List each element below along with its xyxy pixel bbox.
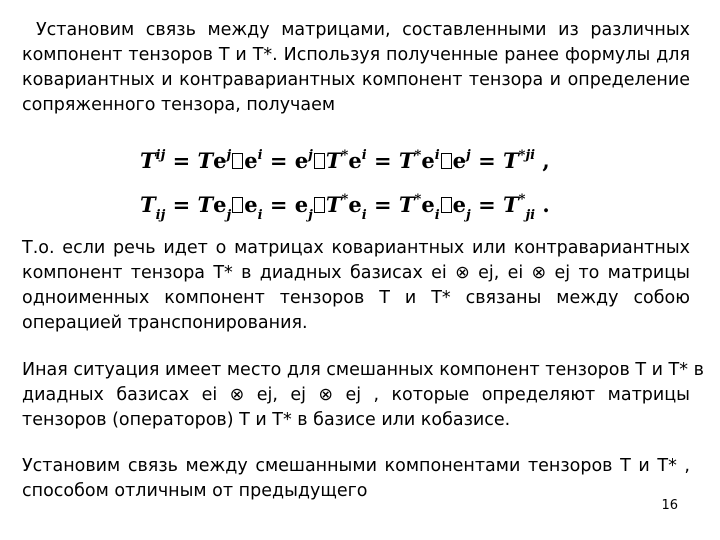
text-line: операцией транспонирования.	[22, 313, 308, 333]
text-line: Установим связь между смешанными компонентами тензоров T и T* ,	[22, 456, 690, 476]
paragraph-intro	[22, 18, 690, 118]
text-line: диадных базисах ei ⊗ ej, ej ⊗ ej , которые определяют матрицы	[22, 385, 690, 405]
text-line: сопряженного тензора, получаем	[22, 95, 336, 115]
text-line: тензоров (операторов) T и T* в базисе или кобазисе.	[22, 410, 511, 430]
paragraph-transpose	[22, 236, 690, 336]
text-line: ковариантных и контравариантных компонент тензора и определение	[22, 70, 690, 90]
paragraph-method	[22, 454, 690, 504]
text-line: Установим связь между матрицами, составленными из различных	[36, 20, 690, 40]
text-line: компонент тензоров T и T*. Используя полученные ранее формулы для	[22, 45, 690, 65]
page-number: 16	[661, 498, 678, 513]
text-line: Т.о. если речь идет о матрицах ковариантных или контравариантных	[22, 238, 690, 258]
paragraph-mixed	[22, 358, 704, 433]
text-line: Иная ситуация имеет место для смешанных компонент тензоров T и T* в	[22, 360, 704, 380]
text-line: компонент тензора T* в диадных базисах ei ⊗ ej, ei ⊗ ej то матрицы	[22, 263, 690, 283]
formula-covariant: $T_{ij} = Te_j$ $e_i = e_j$ $T^*e_i = T^*e_i$ $e_j = T^*_{ji}$ .	[140, 192, 550, 223]
text-line: одноименных компонент тензоров T и T* связаны между собою	[22, 288, 690, 308]
formula-contravariant: $T^{ij} = Te^j$ $e^i = e^j$ $T^*e^i = T^*e^i$ $e^j = T^{*ji}$ ,	[140, 148, 550, 173]
text-line: способом отличным от предыдущего	[22, 481, 368, 501]
